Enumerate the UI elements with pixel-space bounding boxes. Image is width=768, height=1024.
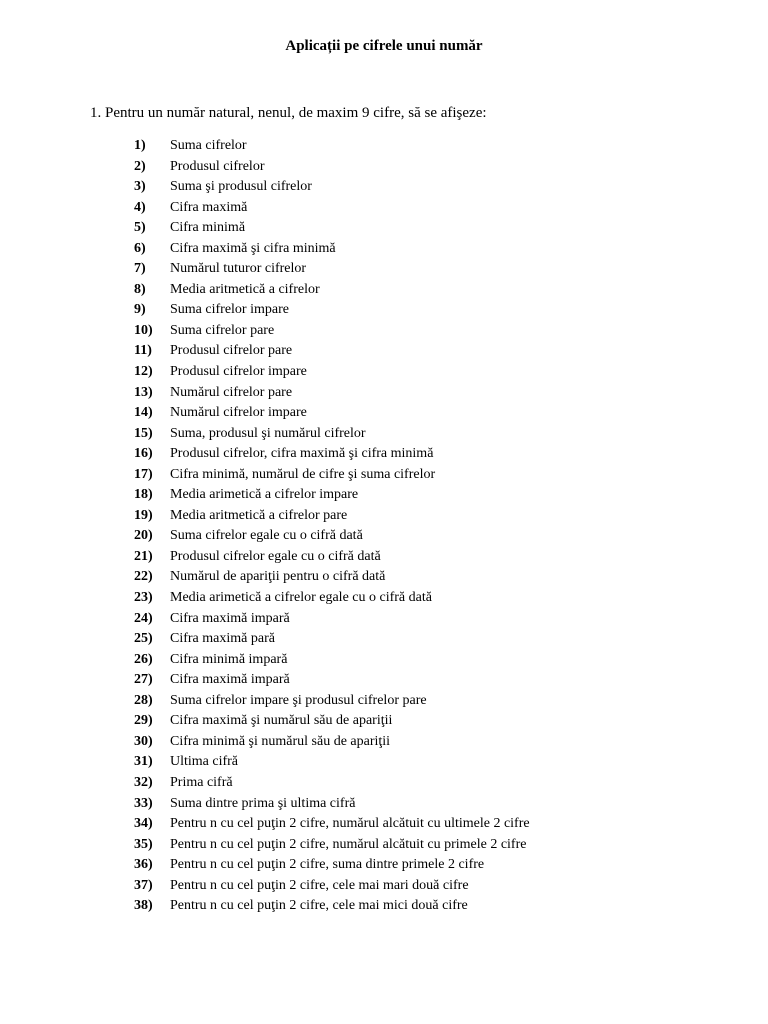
list-item xyxy=(0,876,768,897)
item-number: 21) xyxy=(134,548,153,564)
page-title: Aplicații pe cifrele unui număr xyxy=(285,38,483,54)
item-text: Cifra minimă impară xyxy=(170,651,288,667)
item-text: Cifra minimă xyxy=(170,220,246,236)
list-item xyxy=(0,711,768,732)
list-item xyxy=(0,670,768,691)
item-text: Cifra minimă şi numărul său de apariţii xyxy=(170,733,391,749)
list-item xyxy=(0,341,768,362)
list-item xyxy=(0,157,768,178)
list-item xyxy=(0,794,768,815)
list-item xyxy=(0,588,768,609)
item-text: Cifra maximă pară xyxy=(170,631,275,647)
list-item xyxy=(0,526,768,547)
item-text: Cifra maximă impară xyxy=(170,610,290,626)
item-number: 6) xyxy=(134,240,146,256)
task-list xyxy=(0,136,768,917)
item-text: Produsul cifrelor impare xyxy=(170,364,307,380)
item-text: Cifra maximă impară xyxy=(170,672,290,688)
item-number: 22) xyxy=(134,569,153,585)
item-text: Numărul cifrelor pare xyxy=(170,384,293,400)
list-item xyxy=(0,629,768,650)
list-item xyxy=(0,444,768,465)
item-number: 31) xyxy=(134,754,153,770)
item-text: Media arimetică a cifrelor impare xyxy=(170,487,359,503)
list-item xyxy=(0,403,768,424)
item-text: Produsul cifrelor, cifra maximă şi cifra minimă xyxy=(170,446,434,462)
item-number: 26) xyxy=(134,651,153,667)
list-item xyxy=(0,855,768,876)
list-item xyxy=(0,383,768,404)
item-number: 18) xyxy=(134,487,153,503)
item-number: 10) xyxy=(134,322,153,338)
item-text: Suma dintre prima şi ultima cifră xyxy=(170,795,356,811)
list-item xyxy=(0,198,768,219)
problem-statement: 1. Pentru un număr natural, nenul, de maxim 9 cifre, să se afişeze: xyxy=(90,105,487,121)
item-text: Produsul cifrelor egale cu o cifră dată xyxy=(170,548,381,564)
list-item xyxy=(0,136,768,157)
item-number: 34) xyxy=(134,816,153,832)
list-item xyxy=(0,691,768,712)
list-item xyxy=(0,752,768,773)
item-text: Numărul de apariţii pentru o cifră dată xyxy=(170,569,386,585)
item-text: Pentru n cu cel puţin 2 cifre, numărul alcătuit cu ultimele 2 cifre xyxy=(170,816,530,832)
item-number: 16) xyxy=(134,446,153,462)
item-number: 27) xyxy=(134,672,153,688)
item-text: Produsul cifrelor xyxy=(170,158,265,174)
item-text: Suma cifrelor egale cu o cifră dată xyxy=(170,528,363,544)
item-text: Pentru n cu cel puţin 2 cifre, cele mai mici două cifre xyxy=(170,898,468,914)
item-number: 35) xyxy=(134,836,153,852)
list-item xyxy=(0,896,768,917)
item-number: 33) xyxy=(134,795,153,811)
item-text: Cifra maximă xyxy=(170,199,248,215)
item-text: Suma cifrelor xyxy=(170,138,247,153)
item-number: 28) xyxy=(134,692,153,708)
item-number: 7) xyxy=(134,261,146,277)
list-item xyxy=(0,362,768,383)
item-number: 9) xyxy=(134,302,146,318)
item-text: Suma cifrelor impare şi produsul cifrelor pare xyxy=(170,692,427,708)
item-number: 17) xyxy=(134,466,153,482)
item-text: Cifra maximă şi cifra minimă xyxy=(170,240,336,256)
item-number: 13) xyxy=(134,384,153,400)
item-text: Numărul tuturor cifrelor xyxy=(170,261,307,277)
item-number: 38) xyxy=(134,898,153,914)
list-item xyxy=(0,300,768,321)
list-item xyxy=(0,609,768,630)
item-number: 20) xyxy=(134,528,153,544)
list-item xyxy=(0,547,768,568)
item-number: 23) xyxy=(134,590,153,606)
list-item xyxy=(0,239,768,260)
item-text: Media arimetică a cifrelor egale cu o cifră dată xyxy=(170,590,432,606)
list-item xyxy=(0,835,768,856)
list-item xyxy=(0,650,768,671)
list-item xyxy=(0,280,768,301)
item-text: Suma şi produsul cifrelor xyxy=(170,179,312,195)
item-text: Media aritmetică a cifrelor xyxy=(170,281,320,297)
item-number: 12) xyxy=(134,364,153,380)
list-item xyxy=(0,732,768,753)
list-item xyxy=(0,773,768,794)
item-number: 30) xyxy=(134,733,153,749)
item-number: 29) xyxy=(134,713,153,729)
list-item xyxy=(0,465,768,486)
list-item xyxy=(0,485,768,506)
item-number: 14) xyxy=(134,405,153,421)
list-item xyxy=(0,814,768,835)
item-number: 2) xyxy=(134,158,146,174)
list-item xyxy=(0,218,768,239)
item-number: 3) xyxy=(134,179,146,195)
item-number: 8) xyxy=(134,281,146,297)
list-item xyxy=(0,424,768,445)
item-number: 15) xyxy=(134,425,153,441)
item-number: 1) xyxy=(134,138,146,153)
list-item xyxy=(0,259,768,280)
item-text: Cifra minimă, numărul de cifre şi suma cifrelor xyxy=(170,466,436,482)
item-number: 4) xyxy=(134,199,146,215)
item-number: 37) xyxy=(134,877,153,893)
item-number: 32) xyxy=(134,774,153,790)
item-text: Pentru n cu cel puţin 2 cifre, cele mai mari două cifre xyxy=(170,877,469,893)
item-text: Pentru n cu cel puţin 2 cifre, suma dintre primele 2 cifre xyxy=(170,857,485,873)
item-number: 19) xyxy=(134,507,153,523)
item-text: Suma cifrelor pare xyxy=(170,322,275,338)
list-item xyxy=(0,321,768,342)
item-number: 24) xyxy=(134,610,153,626)
item-text: Prima cifră xyxy=(170,774,233,790)
item-text: Pentru n cu cel puţin 2 cifre, numărul alcătuit cu primele 2 cifre xyxy=(170,836,527,852)
list-item xyxy=(0,506,768,527)
item-number: 11) xyxy=(134,343,152,359)
list-item xyxy=(0,177,768,198)
item-number: 36) xyxy=(134,857,153,873)
item-text: Produsul cifrelor pare xyxy=(170,343,293,359)
item-text: Suma, produsul şi numărul cifrelor xyxy=(170,425,366,441)
item-text: Suma cifrelor impare xyxy=(170,302,289,318)
item-text: Media aritmetică a cifrelor pare xyxy=(170,507,348,523)
list-item xyxy=(0,567,768,588)
item-number: 5) xyxy=(134,220,146,236)
item-text: Numărul cifrelor impare xyxy=(170,405,307,421)
item-text: Ultima cifră xyxy=(170,754,239,770)
item-text: Cifra maximă şi numărul său de apariţii xyxy=(170,713,393,729)
item-number: 25) xyxy=(134,631,153,647)
